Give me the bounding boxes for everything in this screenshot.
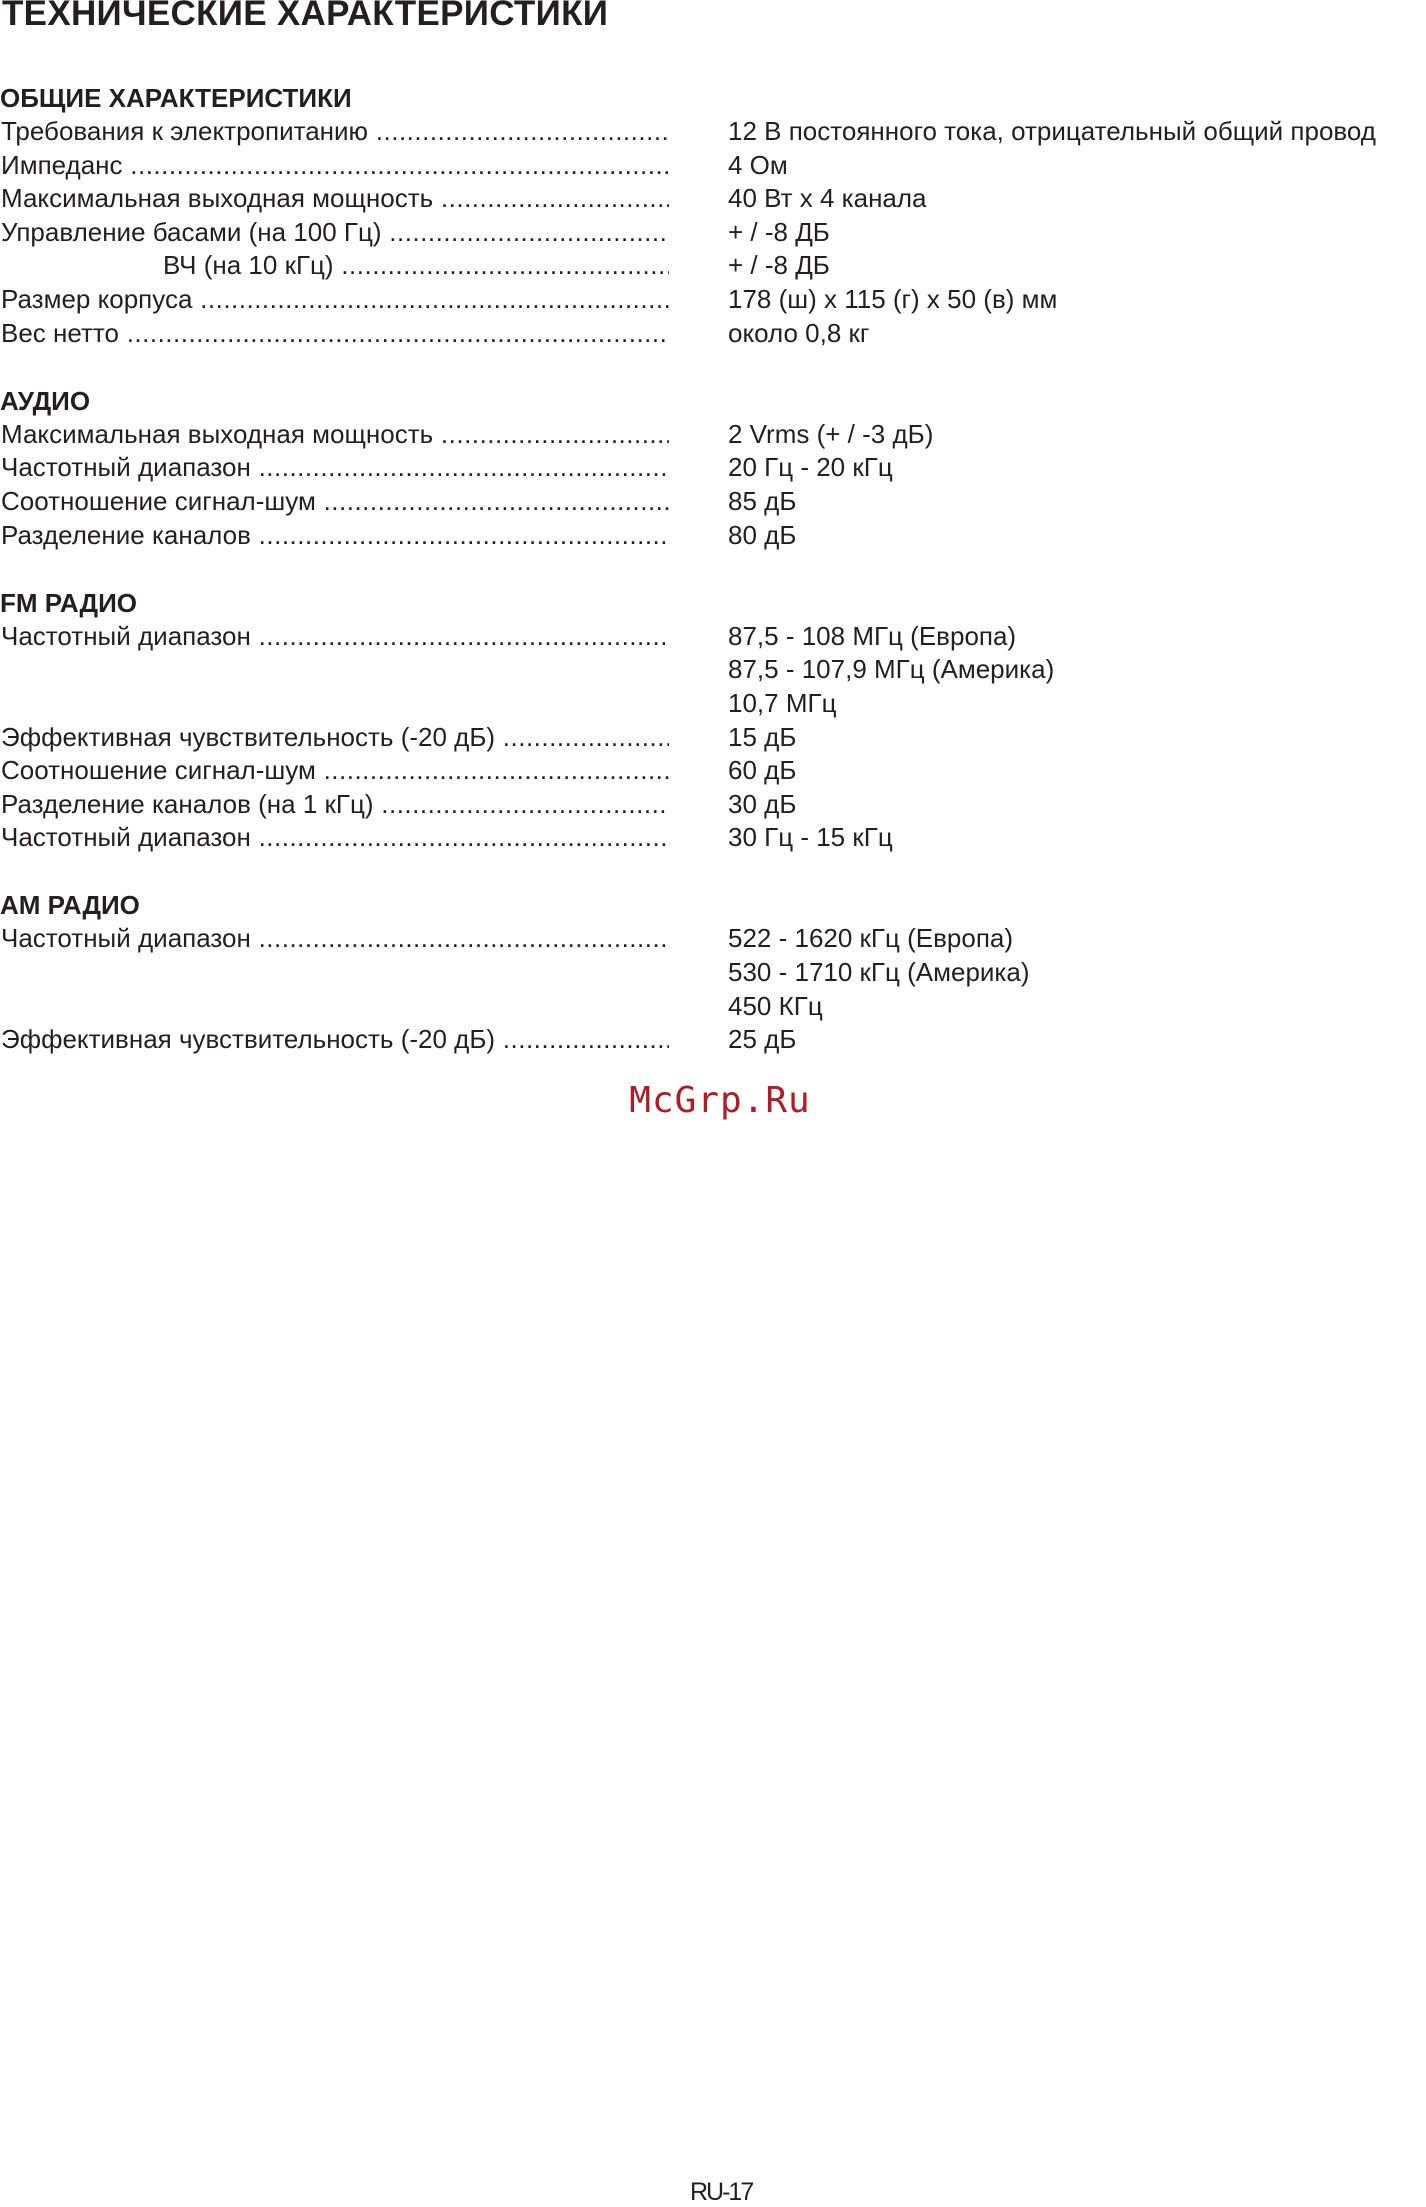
spec-row	[0, 653, 1426, 687]
spec-value: 522 - 1620 кГц (Европа)	[728, 923, 1014, 954]
spec-label: Размер корпуса .....	[1, 283, 669, 317]
spec-value: 4 Ом	[728, 149, 788, 180]
spec-value: + / -8 ДБ	[728, 216, 830, 247]
spec-value: 87,5 - 107,9 МГц (Америка)	[728, 654, 1055, 685]
spec-row	[0, 922, 1426, 956]
page-number: RU-17	[690, 2178, 753, 2206]
spec-value: 530 - 1710 кГц (Америка)	[728, 957, 1030, 988]
section-gap	[0, 552, 1426, 586]
spec-label: Управление басами (на 100 Гц) .....	[1, 216, 669, 250]
spec-value: 87,5 - 108 МГц (Европа)	[728, 620, 1017, 651]
spec-value: 15 дБ	[728, 721, 797, 752]
section-title-fm-radio: FM РАДИО	[0, 587, 137, 618]
spec-row	[0, 990, 1426, 1024]
spec-label: Частотный диапазон .....	[1, 451, 669, 485]
spec-value: 12 В постоянного тока, отрицательный общий провод	[728, 116, 1376, 146]
spec-row	[0, 821, 1426, 855]
spec-row	[0, 1023, 1426, 1057]
spec-row	[0, 754, 1426, 788]
spec-row	[0, 283, 1426, 317]
spec-value: 85 дБ	[728, 485, 797, 516]
spec-value: 178 (ш) х 115 (г) х 50 (в) мм	[728, 283, 1058, 314]
spec-row	[0, 519, 1426, 553]
spec-value: 450 КГц	[728, 990, 823, 1021]
spec-label: Эффективная чувствительность (-20 дБ) .....	[1, 721, 669, 755]
spec-row	[0, 956, 1426, 990]
spec-label: Вес нетто .....	[1, 317, 669, 351]
spec-value: 30 дБ	[728, 788, 797, 819]
spec-label: ВЧ (на 10 кГц) .....	[163, 249, 669, 283]
spec-label: Частотный диапазон .....	[1, 821, 669, 855]
spec-value: 40 Вт х 4 канала	[728, 183, 927, 214]
spec-label: Импеданс .....	[1, 149, 669, 183]
spec-row	[0, 317, 1426, 351]
page-title: ТЕХНИЧЕСКИЕ ХАРАКТЕРИСТИКИ	[2, 0, 609, 33]
spec-row	[0, 451, 1426, 485]
spec-row	[0, 418, 1426, 452]
spec-row	[0, 149, 1426, 183]
section-title-am-radio: АМ РАДИО	[0, 890, 140, 921]
spec-value: 2 Vrms (+ / -3 дБ)	[728, 418, 934, 449]
spec-row	[0, 249, 1426, 283]
spec-sections	[0, 81, 1426, 1057]
section-gap	[0, 350, 1426, 384]
spec-value: 10,7 МГц	[728, 687, 837, 718]
spec-value: + / -8 ДБ	[728, 250, 830, 281]
section-gap	[0, 855, 1426, 889]
spec-value: 25 дБ	[728, 1024, 797, 1055]
watermark: McGrp.Ru	[629, 1080, 811, 1121]
spec-row	[0, 687, 1426, 721]
spec-value: 30 Гц - 15 кГц	[728, 822, 893, 853]
section-title-audio: АУДИО	[0, 385, 91, 416]
spec-label: Разделение каналов .....	[1, 519, 669, 553]
spec-label: Максимальная выходная мощность .....	[1, 418, 669, 452]
spec-row	[0, 721, 1426, 755]
section-title-general: ОБЩИЕ ХАРАКТЕРИСТИКИ	[0, 83, 352, 113]
spec-value: 60 дБ	[728, 755, 797, 786]
spec-value: 20 Гц - 20 кГц	[728, 452, 893, 483]
spec-value: около 0,8 кг	[728, 317, 870, 348]
spec-label: Соотношение сигнал-шум .....	[1, 754, 669, 788]
spec-row	[0, 216, 1426, 250]
spec-label: Частотный диапазон .....	[1, 620, 669, 654]
spec-row	[0, 115, 1426, 149]
spec-value: 80 дБ	[728, 519, 797, 550]
spec-label: Соотношение сигнал-шум .....	[1, 485, 669, 519]
spec-label: Эффективная чувствительность (-20 дБ) .....	[1, 1023, 669, 1057]
spec-row	[0, 485, 1426, 519]
spec-row	[0, 620, 1426, 654]
spec-row	[0, 182, 1426, 216]
spec-label: Частотный диапазон .....	[1, 922, 669, 956]
spec-label: Разделение каналов (на 1 кГц) .....	[1, 788, 669, 822]
spec-row	[0, 788, 1426, 822]
spec-label: Максимальная выходная мощность .....	[1, 182, 669, 216]
spec-label: Требования к электропитанию .....	[1, 115, 669, 149]
